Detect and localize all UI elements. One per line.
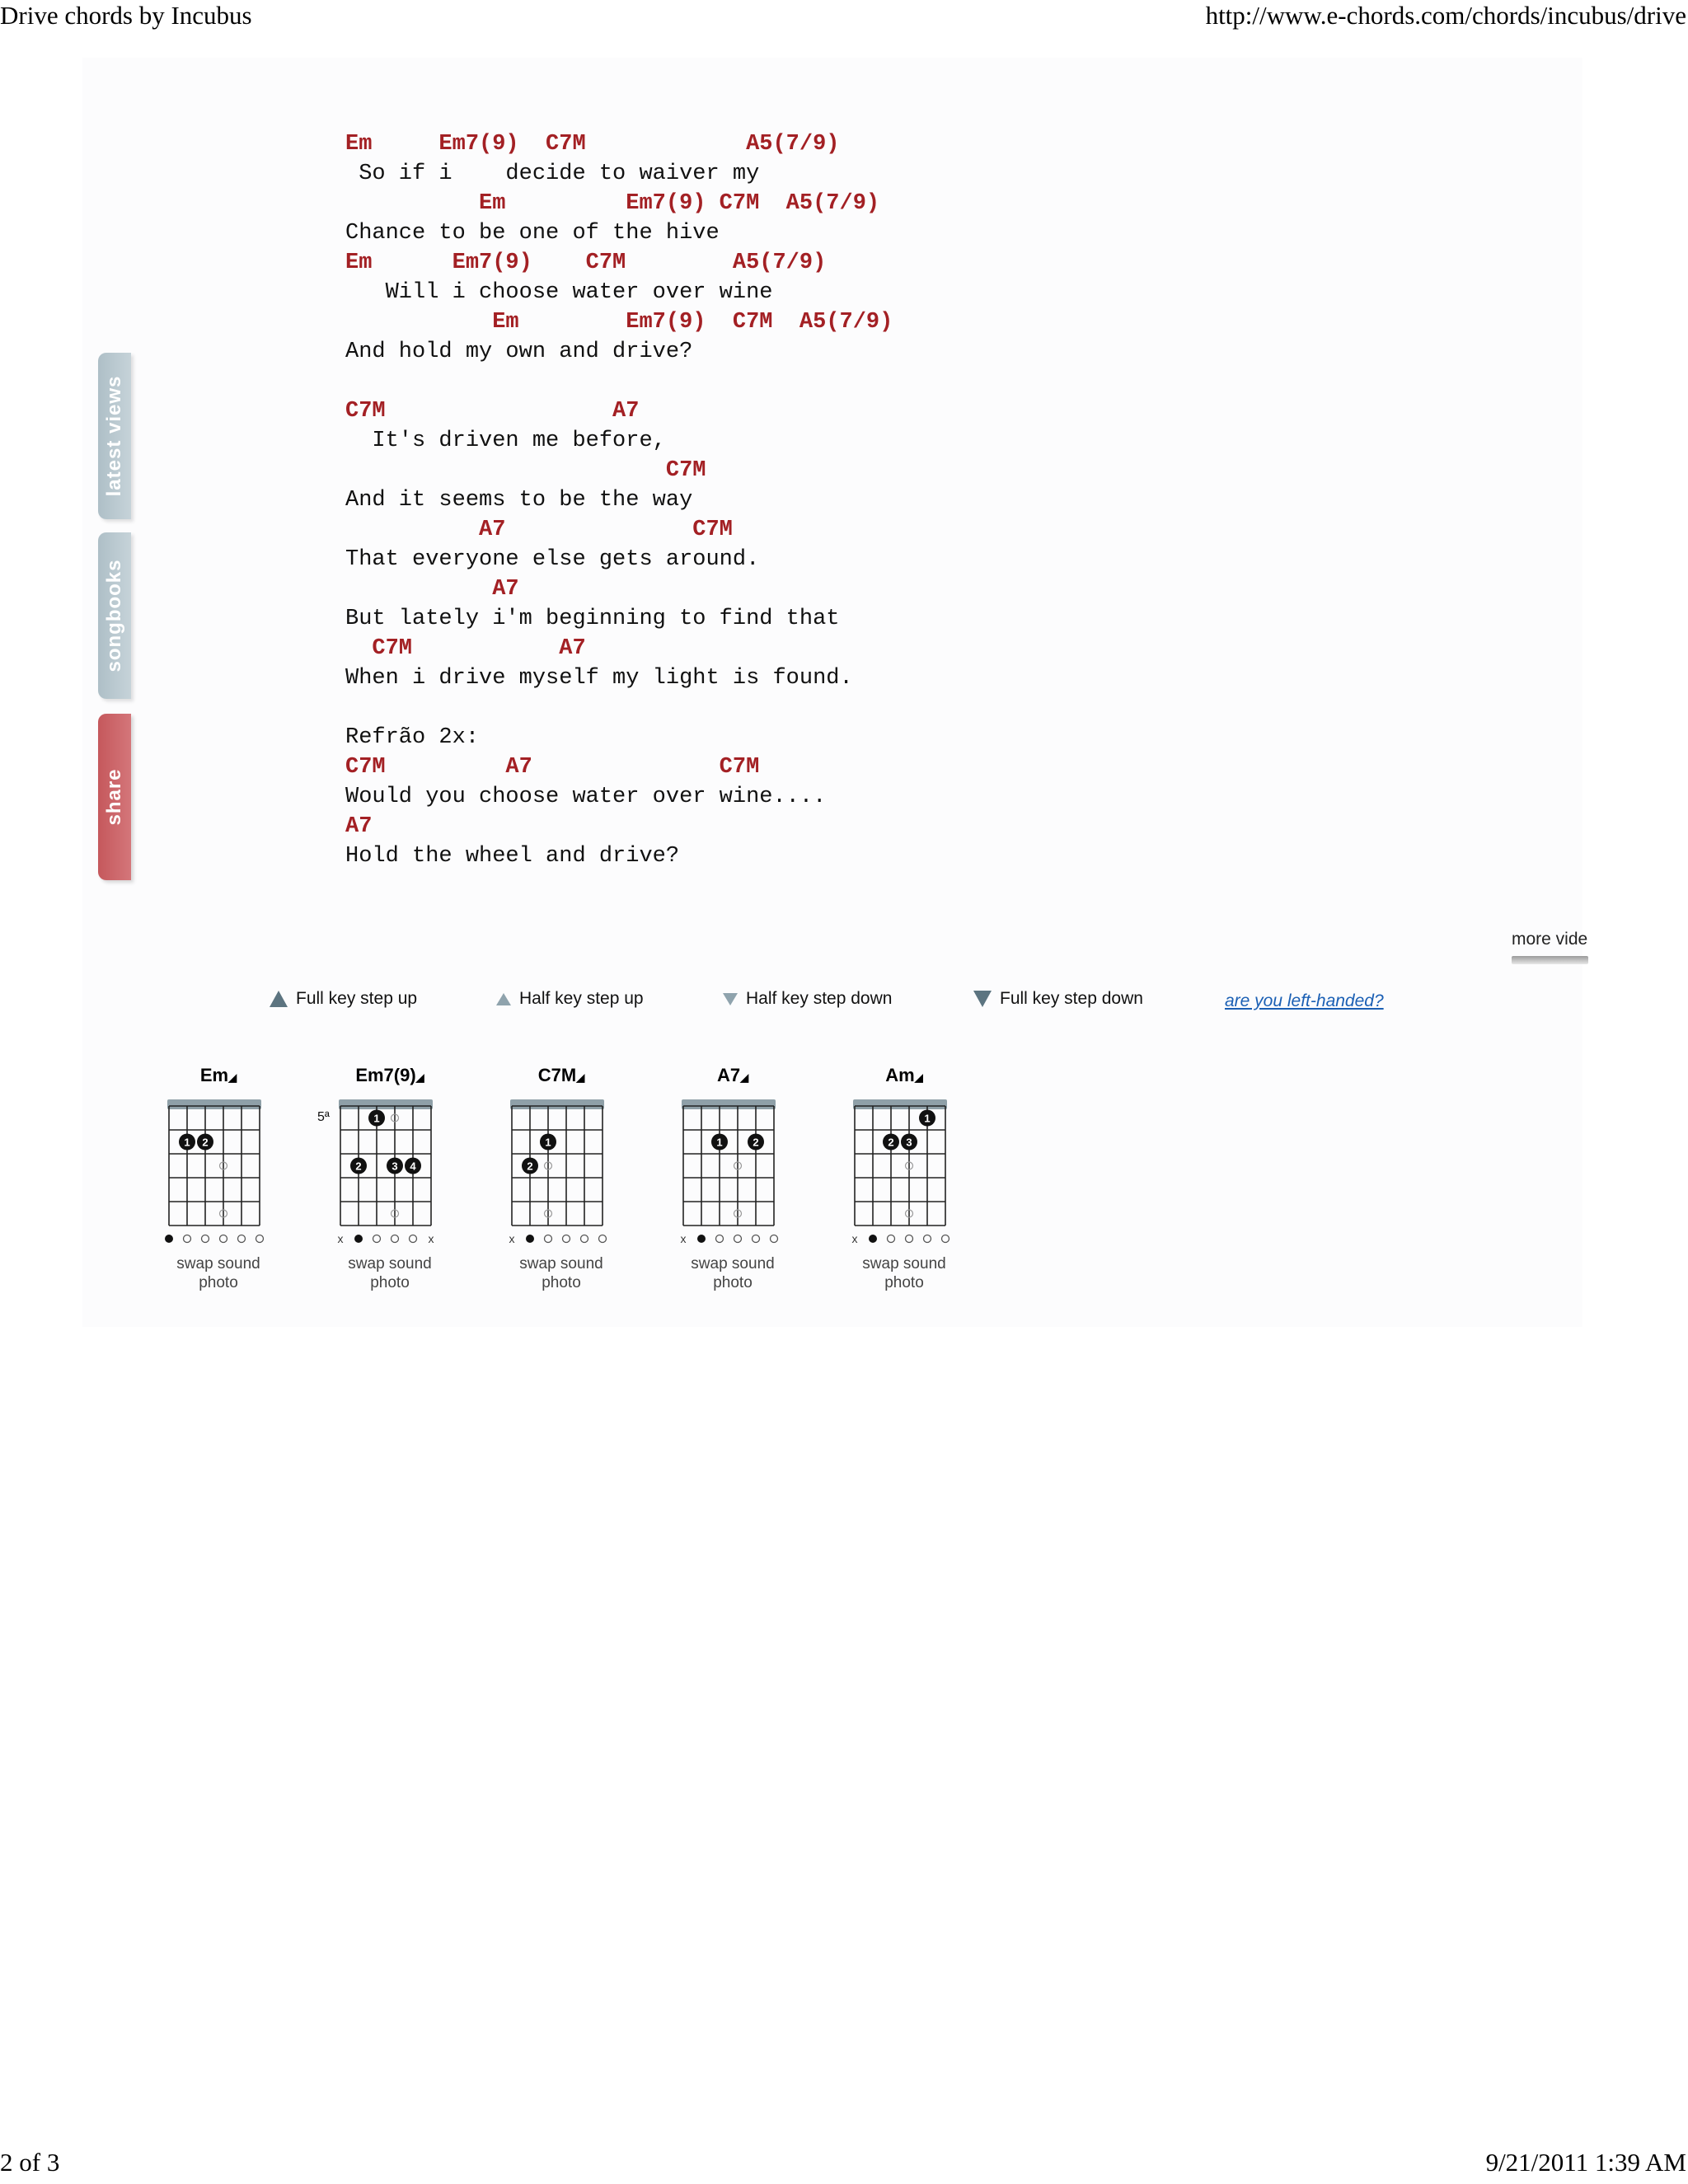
- chord-line[interactable]: A7 C7M: [345, 518, 733, 542]
- share-tab[interactable]: [98, 714, 131, 880]
- full-key-step-up-label: Full key step up: [296, 989, 418, 1008]
- chord-grid-svg: [479, 1090, 644, 1254]
- blank-line: [345, 367, 893, 396]
- chord-name-label: Am: [885, 1065, 915, 1085]
- chord-nut: [167, 1099, 261, 1109]
- chord-line[interactable]: C7M: [345, 458, 706, 483]
- finger-number: 4: [410, 1160, 416, 1173]
- chord-name[interactable]: [650, 1065, 815, 1086]
- open-string-ring: [545, 1235, 552, 1243]
- chord-nut: [339, 1099, 433, 1109]
- finger-number: 3: [906, 1136, 912, 1149]
- print-header-title: Drive chords by Incubus: [0, 1, 252, 30]
- chord-variation-icon: ◢: [914, 1071, 923, 1084]
- muted-string-mark: x: [337, 1232, 344, 1245]
- full-key-step-down-button[interactable]: [973, 989, 1143, 1009]
- open-string-ring: [716, 1235, 724, 1243]
- open-string-ring: [888, 1235, 895, 1243]
- lyric-line: And hold my own and drive?: [345, 340, 693, 364]
- chord-name-label: Em: [199, 1065, 229, 1085]
- chord-line[interactable]: Em Em7(9) C7M A5(7/9): [345, 132, 840, 157]
- open-string-ring: [924, 1235, 931, 1243]
- finger-number: 1: [924, 1112, 931, 1125]
- swap-sound-link[interactable]: swap sound: [348, 1255, 432, 1272]
- muted-string-mark: x: [509, 1232, 515, 1245]
- open-string-ring: [581, 1235, 588, 1243]
- chord-name[interactable]: [479, 1065, 644, 1086]
- open-string-ring: [220, 1235, 227, 1243]
- chord-line[interactable]: Em Em7(9) C7M A5(7/9): [345, 251, 827, 275]
- full-step-up-icon: [270, 991, 288, 1007]
- finger-number: 1: [184, 1136, 190, 1149]
- chord-grid-svg: [650, 1090, 815, 1254]
- open-string-ring: [373, 1235, 381, 1243]
- photo-link[interactable]: photo: [542, 1274, 581, 1291]
- finger-number: 3: [392, 1160, 398, 1173]
- more-videos-link[interactable]: more vide: [1512, 930, 1588, 949]
- muted-string-mark: x: [428, 1232, 434, 1245]
- open-string-ring: [184, 1235, 191, 1243]
- half-key-step-down-button[interactable]: [723, 989, 892, 1009]
- open-string-ring: [734, 1235, 742, 1243]
- open-string-ring: [771, 1235, 778, 1243]
- half-key-step-up-label: Half key step up: [519, 989, 644, 1008]
- half-step-down-icon: [723, 993, 738, 1005]
- chord-variation-icon: ◢: [415, 1071, 424, 1084]
- open-string-ring: [238, 1235, 246, 1243]
- chord-variation-icon: ◢: [228, 1071, 237, 1084]
- photo-link[interactable]: photo: [370, 1274, 410, 1291]
- chord-grid-svg: [307, 1090, 472, 1254]
- finger-number: 2: [202, 1136, 209, 1149]
- open-string-ring: [906, 1235, 913, 1243]
- photo-link[interactable]: photo: [713, 1274, 753, 1291]
- chord-line[interactable]: Em Em7(9) C7M A5(7/9): [345, 191, 880, 216]
- finger-number: 2: [527, 1160, 533, 1173]
- lyric-line: That everyone else gets around.: [345, 547, 760, 572]
- chord-nut: [510, 1099, 604, 1109]
- swap-sound-link[interactable]: swap sound: [691, 1255, 775, 1272]
- full-key-step-down-label: Full key step down: [1000, 989, 1143, 1008]
- open-string-dot: [354, 1235, 363, 1243]
- chord-variation-icon: ◢: [576, 1071, 585, 1084]
- finger-number: 1: [373, 1112, 380, 1125]
- lyric-line: Would you choose water over wine....: [345, 785, 827, 809]
- share-tab-label: share: [103, 768, 125, 826]
- finger-number: 2: [753, 1136, 759, 1149]
- muted-string-mark: x: [851, 1232, 858, 1245]
- chord-line[interactable]: C7M A7: [345, 399, 640, 424]
- print-footer-page: 2 of 3: [0, 2148, 60, 2177]
- finger-number: 2: [888, 1136, 894, 1149]
- open-string-ring: [942, 1235, 950, 1243]
- chord-grid-svg: [136, 1090, 301, 1254]
- lyric-line: Refrão 2x:: [345, 725, 480, 750]
- chord-name-label: A7: [716, 1065, 741, 1085]
- lyric-line: Will i choose water over wine: [345, 280, 773, 305]
- photo-link[interactable]: photo: [884, 1274, 924, 1291]
- lyric-line: But lately i'm beginning to find that: [345, 607, 840, 631]
- full-step-down-icon: [973, 991, 992, 1007]
- half-key-step-down-label: Half key step down: [746, 989, 893, 1008]
- lyric-line: It's driven me before,: [345, 429, 666, 453]
- finger-number: 1: [545, 1136, 551, 1149]
- finger-number: 1: [716, 1136, 723, 1149]
- fret-position-label: 5ª: [317, 1110, 330, 1124]
- swap-sound-link[interactable]: swap sound: [519, 1255, 603, 1272]
- muted-string-mark: x: [680, 1232, 687, 1245]
- chord-name[interactable]: [136, 1065, 301, 1086]
- chord-line[interactable]: A7: [345, 577, 519, 602]
- chord-name[interactable]: [307, 1065, 472, 1086]
- open-string-ring: [392, 1235, 399, 1243]
- blank-line: [345, 693, 893, 723]
- chord-line[interactable]: C7M A7 C7M: [345, 755, 760, 780]
- open-string-ring: [753, 1235, 760, 1243]
- chord-line[interactable]: C7M A7: [345, 636, 586, 661]
- more-videos-shadow: [1512, 956, 1588, 964]
- song-chord-sheet: [345, 129, 893, 871]
- open-string-dot: [165, 1235, 173, 1243]
- chord-name[interactable]: [822, 1065, 987, 1086]
- print-footer-datetime: 9/21/2011 1:39 AM: [1485, 2148, 1686, 2177]
- chord-name-label: C7M: [537, 1065, 577, 1085]
- songbooks-tab-label: songbooks: [103, 559, 125, 673]
- lyric-line: And it seems to be the way: [345, 488, 693, 513]
- finger-number: 2: [355, 1160, 362, 1173]
- chord-name-label: Em7(9): [355, 1065, 416, 1085]
- chord-grid-svg: [822, 1090, 987, 1254]
- chord-variation-icon: ◢: [740, 1071, 749, 1084]
- open-string-dot: [697, 1235, 706, 1243]
- half-step-up-icon: [496, 993, 511, 1005]
- latest-views-tab[interactable]: [98, 353, 131, 519]
- open-string-ring: [410, 1235, 417, 1243]
- full-key-step-up-button[interactable]: [270, 989, 417, 1009]
- left-handed-link[interactable]: are you left-handed?: [1225, 991, 1384, 1010]
- lyric-line: So if i decide to waiver my: [345, 162, 760, 186]
- chord-line[interactable]: Em Em7(9) C7M A5(7/9): [345, 310, 893, 335]
- chord-nut: [682, 1099, 776, 1109]
- open-string-dot: [869, 1235, 877, 1243]
- lyric-line: Hold the wheel and drive?: [345, 844, 680, 869]
- open-string-ring: [563, 1235, 570, 1243]
- latest-views-tab-label: latest views: [103, 375, 125, 497]
- photo-link[interactable]: photo: [199, 1274, 238, 1291]
- half-key-step-up-button[interactable]: [496, 989, 644, 1009]
- swap-sound-link[interactable]: swap sound: [176, 1255, 260, 1272]
- lyric-line: Chance to be one of the hive: [345, 221, 720, 246]
- open-string-ring: [599, 1235, 607, 1243]
- swap-sound-link[interactable]: swap sound: [862, 1255, 946, 1272]
- lyric-line: When i drive myself my light is found.: [345, 666, 853, 691]
- chord-line[interactable]: A7: [345, 814, 373, 839]
- chord-nut: [853, 1099, 947, 1109]
- print-header-url: http://www.e-chords.com/chords/incubus/drive: [1205, 1, 1686, 30]
- songbooks-tab[interactable]: [98, 532, 131, 699]
- open-string-ring: [202, 1235, 209, 1243]
- open-string-ring: [256, 1235, 264, 1243]
- open-string-dot: [526, 1235, 534, 1243]
